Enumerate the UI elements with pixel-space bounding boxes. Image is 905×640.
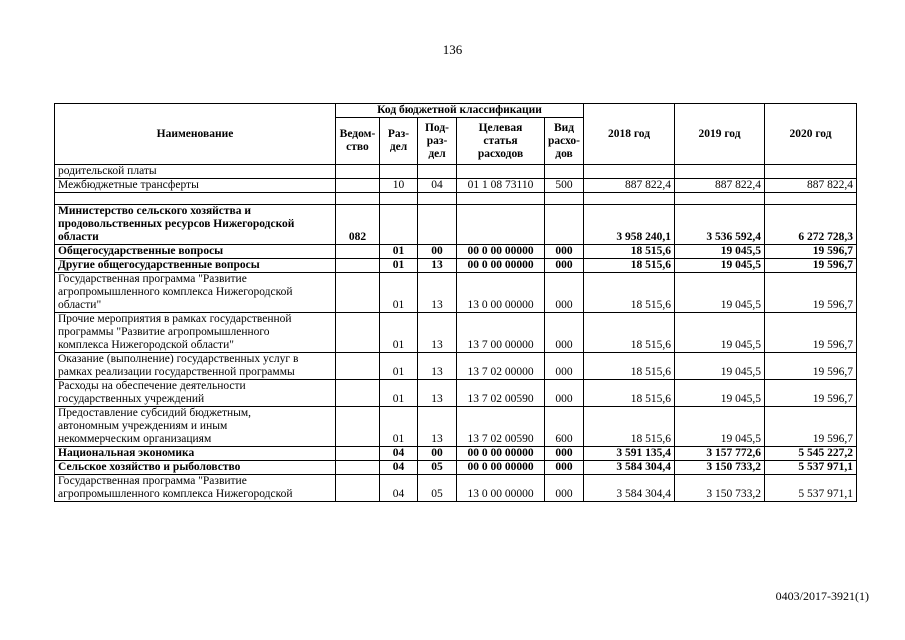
table-row — [55, 179, 857, 193]
cell-amount-2018: 18 515,6 — [584, 245, 675, 259]
cell-razdel — [380, 205, 418, 245]
cell-amount-2020: 5 537 971,1 — [765, 461, 857, 475]
cell-razdel: 01 — [380, 313, 418, 353]
cell-amount-2020: 19 596,7 — [765, 313, 857, 353]
cell-razdel: 01 — [380, 407, 418, 447]
cell-vedomstvo — [336, 447, 380, 461]
cell-target-article — [457, 205, 545, 245]
cell-target-article: 00 0 00 00000 — [457, 245, 545, 259]
cell-amount-2020: 19 596,7 — [765, 259, 857, 273]
cell-target-article: 13 7 02 00590 — [457, 407, 545, 447]
cell-vedomstvo — [336, 353, 380, 380]
cell-amount-2018: 3 958 240,1 — [584, 205, 675, 245]
cell-podrazdel: 13 — [418, 407, 457, 447]
cell-amount-2018 — [584, 165, 675, 179]
header-podrazdel-line: Под- — [424, 121, 449, 134]
cell-amount-2019: 19 045,5 — [675, 353, 765, 380]
cell-target-article — [457, 193, 545, 205]
header-target-article-line: статья — [483, 134, 518, 147]
table-header — [55, 104, 857, 165]
cell-podrazdel: 04 — [418, 179, 457, 193]
cell-amount-2019: 3 157 772,6 — [675, 447, 765, 461]
header-razdel-line: дел — [389, 141, 408, 153]
cell-name-line: комплекса Нижегородской области" — [58, 339, 234, 351]
cell-name-line: рамках реализации государственной программы — [58, 366, 295, 378]
cell-name — [55, 407, 336, 447]
cell-name-line: Общегосударственные вопросы — [58, 245, 224, 257]
table-row — [55, 193, 857, 205]
cell-podrazdel — [418, 193, 457, 205]
cell-name — [55, 461, 336, 475]
cell-amount-2019: 887 822,4 — [675, 179, 765, 193]
cell-amount-2018: 18 515,6 — [584, 380, 675, 407]
cell-expense-type: 000 — [545, 245, 584, 259]
document-code: 0403/2017-3921(1) — [775, 589, 869, 603]
table-row — [55, 259, 857, 273]
cell-razdel: 01 — [380, 273, 418, 313]
table-row — [55, 407, 857, 447]
cell-amount-2018: 18 515,6 — [584, 407, 675, 447]
cell-amount-2020: 5 537 971,1 — [765, 475, 857, 502]
header-vedomstvo-line: ство — [346, 141, 369, 153]
cell-name-line: некоммерческим организациям — [58, 433, 212, 445]
cell-name-line: программы "Развитие агропромышленного — [58, 326, 270, 338]
header-year-2019: 2019 год — [675, 104, 765, 165]
cell-name-line: родительской платы — [58, 165, 157, 177]
cell-name — [55, 313, 336, 353]
cell-podrazdel: 05 — [418, 475, 457, 502]
cell-name-line: государственных учреждений — [58, 393, 205, 405]
cell-target-article: 13 7 02 00000 — [457, 353, 545, 380]
budget-table — [54, 103, 857, 502]
cell-name — [55, 447, 336, 461]
cell-amount-2018: 18 515,6 — [584, 259, 675, 273]
table-row — [55, 447, 857, 461]
cell-expense-type: 000 — [545, 313, 584, 353]
cell-podrazdel: 13 — [418, 273, 457, 313]
cell-amount-2019: 19 045,5 — [675, 313, 765, 353]
cell-razdel — [380, 165, 418, 179]
cell-expense-type: 500 — [545, 179, 584, 193]
cell-amount-2020: 19 596,7 — [765, 407, 857, 447]
cell-name-line: продовольственных ресурсов Нижегородской — [58, 218, 295, 230]
cell-amount-2020: 6 272 728,3 — [765, 205, 857, 245]
cell-vedomstvo — [336, 475, 380, 502]
cell-amount-2018: 3 591 135,4 — [584, 447, 675, 461]
cell-amount-2019: 19 045,5 — [675, 407, 765, 447]
cell-razdel: 04 — [380, 475, 418, 502]
table-row — [55, 313, 857, 353]
cell-podrazdel: 00 — [418, 245, 457, 259]
cell-expense-type — [545, 205, 584, 245]
cell-vedomstvo — [336, 245, 380, 259]
cell-amount-2019: 19 045,5 — [675, 380, 765, 407]
cell-podrazdel: 05 — [418, 461, 457, 475]
cell-amount-2020: 19 596,7 — [765, 273, 857, 313]
cell-amount-2018: 3 584 304,4 — [584, 461, 675, 475]
cell-razdel: 04 — [380, 447, 418, 461]
cell-amount-2020: 5 545 227,2 — [765, 447, 857, 461]
header-target-article — [457, 118, 545, 165]
cell-name — [55, 475, 336, 502]
cell-amount-2020: 19 596,7 — [765, 380, 857, 407]
header-expense-type-line: Вид — [553, 121, 575, 134]
cell-amount-2019: 3 150 733,2 — [675, 475, 765, 502]
cell-vedomstvo — [336, 179, 380, 193]
cell-vedomstvo — [336, 461, 380, 475]
cell-expense-type: 000 — [545, 380, 584, 407]
cell-name — [55, 380, 336, 407]
cell-podrazdel — [418, 205, 457, 245]
header-podrazdel — [418, 118, 457, 165]
cell-name — [55, 259, 336, 273]
header-year-2018: 2018 год — [584, 104, 675, 165]
cell-amount-2020: 19 596,7 — [765, 245, 857, 259]
header-vedomstvo — [336, 118, 380, 165]
header-expense-type-line: дов — [555, 147, 573, 160]
cell-name-line: Прочие мероприятия в рамках государственной — [58, 313, 292, 325]
cell-name — [55, 193, 336, 205]
table-row — [55, 273, 857, 313]
cell-name-line: Министерство сельского хозяйства и — [58, 205, 252, 217]
cell-name-line: автономным учреждениям и иным — [58, 420, 228, 432]
cell-name-line: Межбюджетные трансферты — [58, 179, 199, 191]
header-podrazdel-line: дел — [428, 147, 446, 160]
cell-name — [55, 205, 336, 245]
header-classification-code: Код бюджетной классификации — [336, 104, 584, 118]
cell-expense-type: 600 — [545, 407, 584, 447]
cell-razdel: 10 — [380, 179, 418, 193]
cell-amount-2018: 3 584 304,4 — [584, 475, 675, 502]
cell-vedomstvo — [336, 193, 380, 205]
cell-podrazdel: 13 — [418, 380, 457, 407]
cell-name-line: области" — [58, 299, 102, 311]
cell-name-line: Государственная программа "Развитие — [58, 273, 247, 285]
cell-amount-2019: 3 150 733,2 — [675, 461, 765, 475]
table-row — [55, 353, 857, 380]
table-row — [55, 205, 857, 245]
cell-name-line: агропромышленного комплекса Нижегородской — [58, 488, 293, 500]
header-expense-type — [545, 118, 584, 165]
cell-name-line: области — [58, 231, 99, 243]
table-row — [55, 165, 857, 179]
cell-amount-2019 — [675, 193, 765, 205]
table-row — [55, 475, 857, 502]
cell-razdel: 01 — [380, 259, 418, 273]
cell-amount-2018: 18 515,6 — [584, 353, 675, 380]
page-number: 136 — [442, 42, 463, 57]
cell-amount-2019: 3 536 592,4 — [675, 205, 765, 245]
cell-expense-type: 000 — [545, 353, 584, 380]
cell-vedomstvo — [336, 273, 380, 313]
header-target-article-line: расходов — [477, 147, 524, 160]
cell-name-line: Государственная программа "Развитие — [58, 475, 247, 487]
cell-amount-2018: 18 515,6 — [584, 273, 675, 313]
cell-vedomstvo — [336, 380, 380, 407]
cell-podrazdel: 13 — [418, 353, 457, 380]
cell-target-article: 13 7 02 00590 — [457, 380, 545, 407]
cell-name-line: Сельское хозяйство и рыболовство — [58, 461, 241, 473]
cell-expense-type: 000 — [545, 461, 584, 475]
cell-amount-2020: 887 822,4 — [765, 179, 857, 193]
cell-vedomstvo — [336, 165, 380, 179]
cell-name — [55, 353, 336, 380]
table-row — [55, 380, 857, 407]
cell-name — [55, 179, 336, 193]
header-expense-type-line: расхо- — [548, 134, 580, 147]
cell-name-line: Другие общегосударственные вопросы — [58, 259, 260, 271]
cell-target-article: 00 0 00 00000 — [457, 461, 545, 475]
table-row — [55, 461, 857, 475]
header-vedomstvo-line: Ведом- — [339, 128, 376, 140]
cell-amount-2019 — [675, 165, 765, 179]
cell-vedomstvo: 082 — [336, 205, 380, 245]
cell-amount-2018: 18 515,6 — [584, 313, 675, 353]
cell-name-line: агропромышленного комплекса Нижегородской — [58, 286, 293, 298]
cell-target-article: 13 0 00 00000 — [457, 475, 545, 502]
cell-target-article: 13 7 00 00000 — [457, 313, 545, 353]
cell-expense-type: 000 — [545, 273, 584, 313]
cell-name-line: Расходы на обеспечение деятельности — [58, 380, 246, 392]
cell-expense-type — [545, 165, 584, 179]
cell-name — [55, 273, 336, 313]
cell-podrazdel: 13 — [418, 313, 457, 353]
header-razdel-line: Раз- — [387, 128, 410, 140]
header-target-article-line: Целевая — [478, 121, 523, 134]
cell-razdel: 01 — [380, 380, 418, 407]
cell-podrazdel: 13 — [418, 259, 457, 273]
cell-target-article: 00 0 00 00000 — [457, 259, 545, 273]
cell-target-article — [457, 165, 545, 179]
cell-name-line: Национальная экономика — [58, 447, 195, 459]
cell-amount-2020 — [765, 165, 857, 179]
cell-amount-2020 — [765, 193, 857, 205]
cell-name — [55, 165, 336, 179]
cell-podrazdel: 00 — [418, 447, 457, 461]
header-name: Наименование — [55, 104, 336, 165]
cell-razdel: 01 — [380, 353, 418, 380]
header-podrazdel-line: раз- — [426, 134, 448, 147]
cell-amount-2020: 19 596,7 — [765, 353, 857, 380]
cell-target-article: 13 0 00 00000 — [457, 273, 545, 313]
cell-name-line: Предоставление субсидий бюджетным, — [58, 407, 252, 419]
cell-expense-type: 000 — [545, 475, 584, 502]
table-row — [55, 245, 857, 259]
cell-amount-2018 — [584, 193, 675, 205]
cell-podrazdel — [418, 165, 457, 179]
cell-razdel: 01 — [380, 245, 418, 259]
cell-amount-2018: 887 822,4 — [584, 179, 675, 193]
cell-target-article: 00 0 00 00000 — [457, 447, 545, 461]
cell-razdel: 04 — [380, 461, 418, 475]
header-razdel — [380, 118, 418, 165]
cell-expense-type: 000 — [545, 447, 584, 461]
table-body — [55, 165, 857, 502]
cell-razdel — [380, 193, 418, 205]
cell-vedomstvo — [336, 259, 380, 273]
cell-amount-2019: 19 045,5 — [675, 273, 765, 313]
cell-name — [55, 245, 336, 259]
cell-expense-type: 000 — [545, 259, 584, 273]
cell-name-line: Оказание (выполнение) государственных услуг в — [58, 353, 299, 365]
cell-target-article: 01 1 08 73110 — [457, 179, 545, 193]
cell-amount-2019: 19 045,5 — [675, 259, 765, 273]
cell-expense-type — [545, 193, 584, 205]
cell-vedomstvo — [336, 407, 380, 447]
cell-amount-2019: 19 045,5 — [675, 245, 765, 259]
header-year-2020: 2020 год — [765, 104, 857, 165]
cell-vedomstvo — [336, 313, 380, 353]
